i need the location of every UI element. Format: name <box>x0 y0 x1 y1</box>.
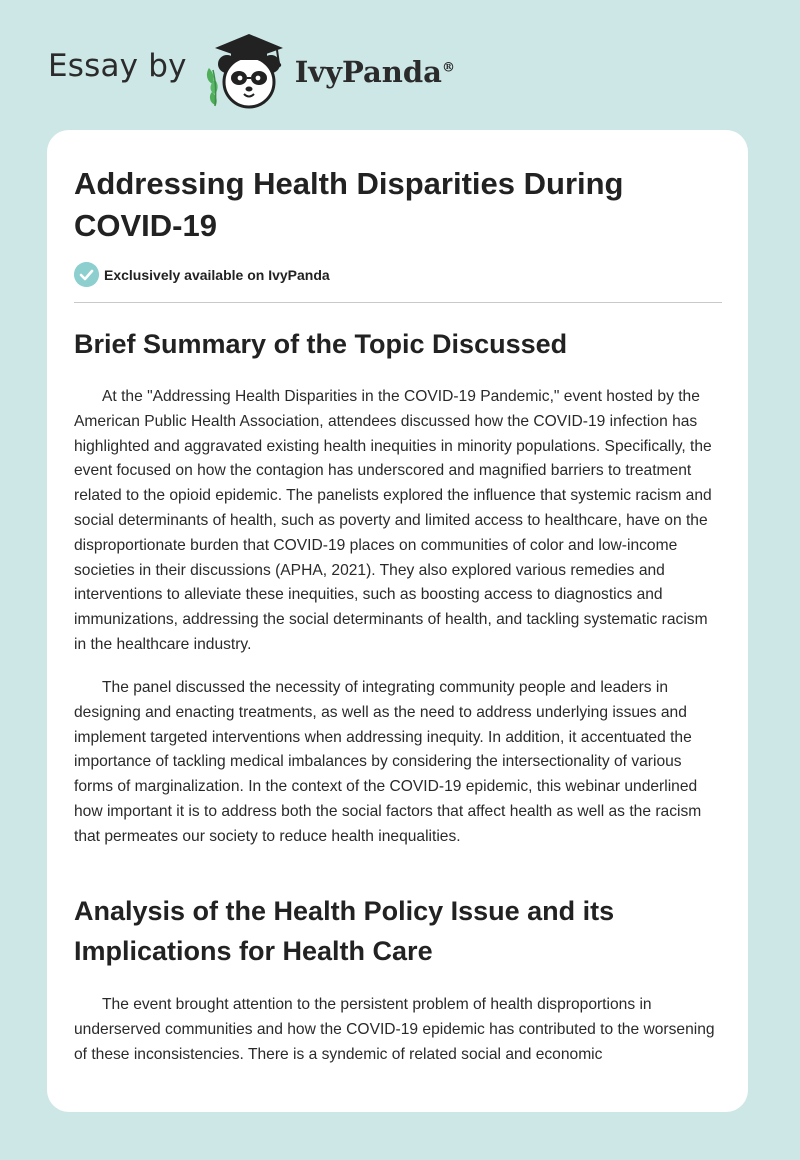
registered-mark: ® <box>441 60 455 76</box>
panda-graduate-icon <box>201 28 289 112</box>
essay-title: Addressing Health Disparities During COVID-19 <box>74 166 624 243</box>
paragraph: The panel discussed the necessity of integrating community people and leaders in designing and enacting treatments, as well as the need to address underlying issues and implement targeted interventions when addressing inequity. In addition, it accentuated the importance of tackling medical imbalances by considering the intersectionality of various forms of marginalization. In the context of the COVID-19 epidemic, this webinar underlined how important it is to address both the social factors that affect health as well as the racism that permeates our society to reduce health inequalities. <box>74 679 702 845</box>
paragraph: At the "Addressing Health Disparities in the COVID-19 Pandemic," event hosted by the American Public Health Association, attendees discussed how the COVID-19 infection has highlighted and aggravated existing health inequities in minority populations. Specifically, the event focused on how the contagion has underscored and magnified barriers to treatment related to the opioid epidemic. The panelists explored the influence that systemic racism and social determinants of health, such as poverty and limited access to healthcare, have on the disproportionate burden that COVID-19 places on communities of color and low-income societies in their discussions (APHA, 2021). They also explored various remedies and interventions to alleviate these inequities, such as boosting access to diagnostics and immunizations, addressing the social determinants of health, and tackling systematic racism in the healthcare industry. <box>74 388 712 653</box>
brand-header <box>48 28 455 112</box>
check-circle-icon <box>74 262 99 287</box>
exclusive-badge <box>74 262 330 287</box>
ivy-leaf-icon <box>207 68 218 106</box>
brand-prefix: Essay by <box>48 48 187 84</box>
divider <box>74 302 722 303</box>
exclusive-text: Exclusively available on IvyPanda <box>104 266 330 283</box>
brand-name: IvyPanda® <box>294 55 455 89</box>
essay-card <box>47 130 748 1112</box>
section-heading-analysis: Analysis of the Health Policy Issue and its Implications for Health Care <box>74 896 615 966</box>
section-heading-summary: Brief Summary of the Topic Discussed <box>74 329 568 359</box>
paragraph: The event brought attention to the persistent problem of health disproportions in underserved communities and how the COVID-19 epidemic has contributed to the worsening of these inconsistencies. There is a syndemic of related social and economic <box>74 996 715 1063</box>
